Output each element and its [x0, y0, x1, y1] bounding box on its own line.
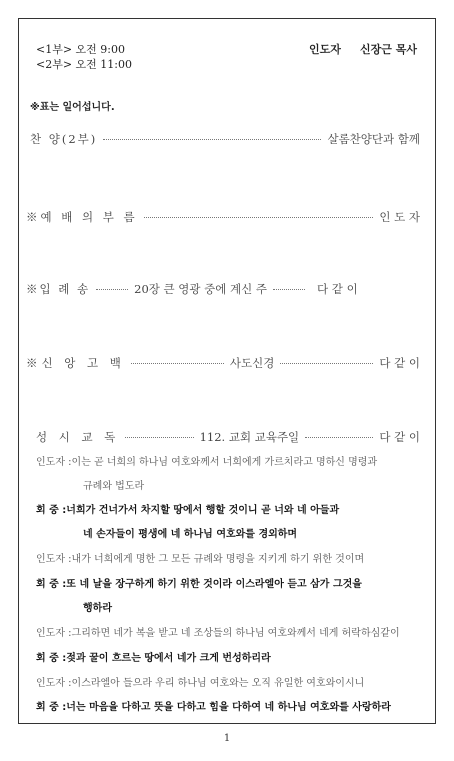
responsive-line-continued: 규례와 법도라: [83, 481, 145, 492]
page-number: 1: [223, 733, 231, 744]
leader-dots: [273, 289, 305, 290]
speaker-label: 회 중 :: [36, 702, 67, 713]
leader-dots: [103, 139, 321, 140]
leader-dots: [96, 289, 128, 290]
leader-dots: [305, 437, 373, 438]
service-time-2: <2부> 오전 11:00: [36, 58, 133, 71]
leader-dots: [280, 363, 373, 364]
responsive-line: [36, 505, 339, 517]
reading-text: 이스라엘아 들으라 우리 하나님 여호와는 오직 유일한 여호와이시니: [71, 678, 365, 689]
speaker-label: 인도자 :: [36, 554, 72, 565]
order-content: 20장 큰 영광 중에 계신 주: [134, 282, 268, 296]
order-content: 112. 교회 교육주일: [199, 430, 300, 444]
reading-text: 너희가 건너가서 차지할 땅에서 행할 것이니 곧 너와 네 아들과: [66, 505, 340, 516]
leader-dots: [125, 437, 193, 438]
responsive-line: [36, 702, 391, 714]
speaker-label: 회 중 :: [36, 653, 67, 664]
order-item-praise: [30, 131, 420, 147]
speaker-label: 회 중 :: [36, 505, 67, 516]
responsive-line: [36, 628, 400, 640]
order-label: ※신 앙 고 백: [26, 356, 125, 370]
responsive-line-continued: 행하라: [83, 603, 112, 614]
responsive-line: [36, 653, 271, 665]
order-performer: 살롬찬양단과 함께: [327, 132, 420, 146]
speaker-label: 인도자 :: [36, 457, 72, 468]
reading-text: 내가 너희에게 명한 그 모든 규례와 명령을 지키게 하기 위한 것이며: [71, 554, 365, 565]
order-performer: 다 같 이: [317, 282, 358, 296]
order-item-responsive-reading: [36, 429, 420, 445]
order-performer: 다 같 이: [379, 430, 420, 444]
order-content: 사도신경: [229, 356, 275, 370]
responsive-line-continued: 네 손자들이 평생에 네 하나님 여호와를 경외하며: [83, 529, 298, 540]
leader-dots: [131, 363, 224, 364]
order-item-processional: [26, 281, 420, 297]
responsive-line: [36, 579, 362, 591]
responsive-line: [36, 678, 364, 690]
order-performer: 다 같 이: [379, 356, 421, 370]
speaker-label: 인도자 :: [36, 678, 72, 689]
standing-note: ※표는 일어섭니다.: [30, 102, 115, 113]
order-label: 찬 양(2부): [30, 132, 98, 146]
reading-text: 또 네 날을 장구하게 하기 위한 것이라 이스라엘아 듣고 삼가 그것을: [66, 579, 362, 590]
order-label: ※입 례 송: [26, 282, 91, 296]
service-time-1: <1부> 오전 9:00: [36, 43, 126, 56]
order-label: 성 시 교 독: [36, 430, 120, 444]
responsive-line: [36, 554, 364, 566]
reading-text: 젖과 꿀이 흐르는 땅에서 네가 크게 번성하리라: [66, 653, 271, 664]
reading-text: 이는 곧 너희의 하나님 여호와께서 너희에게 가르치라고 명하신 명령과: [71, 457, 378, 468]
order-label: ※예 배 의 부 름: [26, 210, 138, 224]
leader-name: 신장근 목사: [360, 43, 417, 56]
order-item-call-to-worship: [26, 209, 420, 225]
speaker-label: 인도자 :: [36, 628, 72, 639]
order-performer: 인 도 자: [379, 210, 420, 224]
responsive-line: [36, 457, 377, 469]
leader-dots: [144, 217, 374, 218]
speaker-label: 회 중 :: [36, 579, 67, 590]
order-item-creed: [26, 355, 420, 371]
leader-label: 인도자: [309, 43, 341, 56]
reading-text: 너는 마음을 다하고 뜻을 다하고 힘을 다하여 네 하나님 여호와를 사랑하라: [66, 702, 391, 713]
bulletin-frame: [18, 18, 436, 724]
reading-text: 그리하면 네가 복을 받고 네 조상들의 하나님 여호와께서 네게 허락하심같이: [71, 628, 400, 639]
